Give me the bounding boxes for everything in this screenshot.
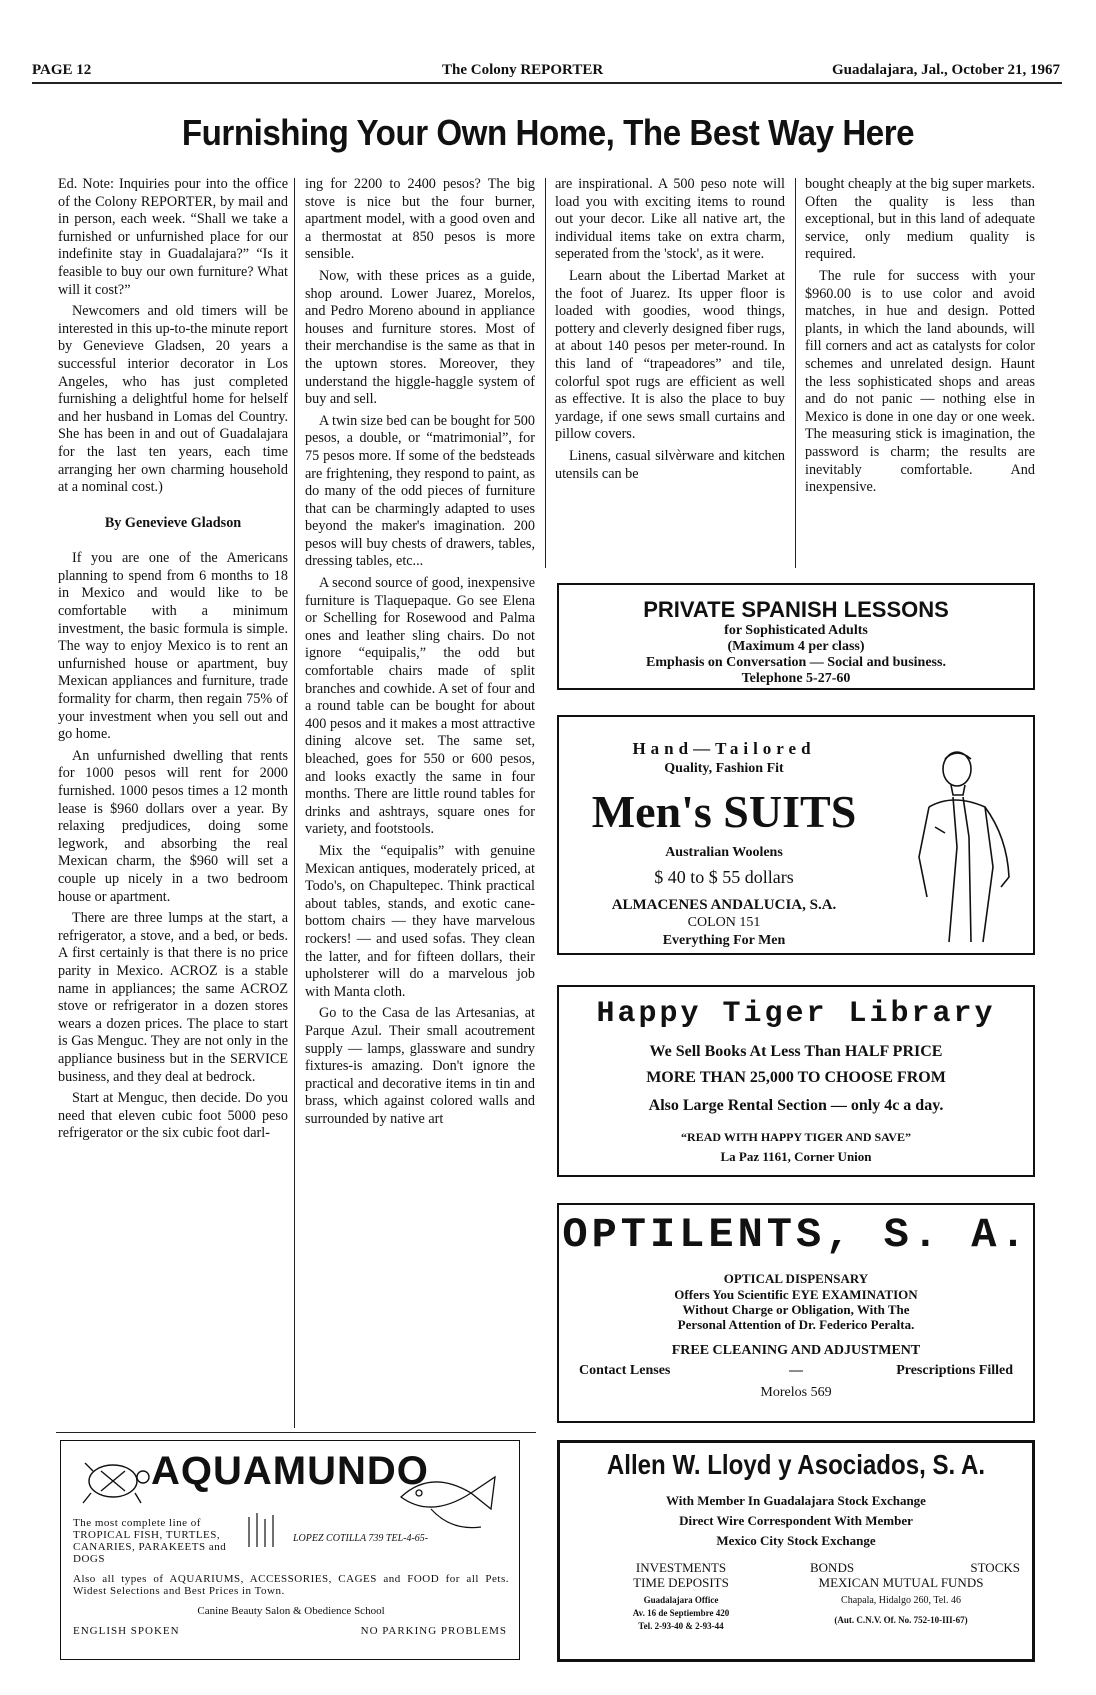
header-rule xyxy=(32,82,1062,84)
paragraph: Go to the Casa de las Artesanias, at Parque Azul. Their small acoutrement supply — lamps, glassware and sundry fixtures-is amazing. Don't ignore the practical and decorative items in tin and brass, which against colored walls and surrounded by native art xyxy=(305,1005,535,1127)
ad-slogan: “READ WITH HAPPY TIGER AND SAVE” xyxy=(681,1130,911,1144)
ad-line: BONDS xyxy=(810,1560,855,1575)
paragraph: An unfurnished dwelling that rents for 1000 pesos will rent for 2000 furnished. 1000 pesos times a 12 month lease is $960 dollars over a year. By relaxing predjudices, doing some legwork, and absorbing the real Mexican charm, the $960 will set a couple up nicely in a two bedroom house or apartment. xyxy=(58,747,288,905)
ad-line: Everything For Men xyxy=(662,933,786,948)
ad-line: for Sophisticated Adults xyxy=(724,623,868,638)
ad-title: PRIVATE SPANISH LESSONS xyxy=(643,597,949,622)
ad-line: We Sell Books At Less Than HALF PRICE xyxy=(649,1043,943,1060)
editors-note: Ed. Note: Inquiries pour into the office of the Colony REPORTER, by mail and in person, each week. “Shall we take a furnished or unfurnished place for our indefinite stay in Guadalajara?” “Is it feasible to buy our own furniture? What will it cost?” xyxy=(58,176,288,298)
paragraph: Linens, casual silvèrware and kitchen utensils can be xyxy=(555,447,785,482)
ad-allen-lloyd xyxy=(557,1440,1035,1662)
paragraph: There are three lumps at the start, a refrigerator, a stove, and a bed, or beds. A first certainly is that there is no price parity in Mexico. ACROZ is a stable name in appliances; the same ACROZ stove or refrigerator in a dozen stores wears a dozen prices. The place to start is Gas Menguc. They are not only in the appliance business but in the SERVICE business, and they deal at bedrock. xyxy=(58,910,288,1085)
ad-line: Hand—Tailored xyxy=(632,739,816,758)
fish-illustration-icon xyxy=(391,1457,511,1543)
ad-line: Quality, Fashion Fit xyxy=(664,761,784,776)
ad-line: Chapala, Hidalgo 260, Tel. 46 xyxy=(841,1595,961,1606)
ad-address: La Paz 1161, Corner Union xyxy=(720,1149,872,1164)
ad-title: Happy Tiger Library xyxy=(596,997,996,1031)
paragraph: are inspirational. A 500 peso note will load you with exciting items to round out your decor. Like all native art, the individual items take on extra charm, seperated from the 'stock', as it were. xyxy=(555,176,785,263)
ad-aquamundo xyxy=(60,1440,520,1660)
ad-line: Australian Woolens xyxy=(665,845,783,860)
ad-line: Offers You Scientific EYE EXAMINATION xyxy=(674,1287,918,1302)
ad-line: OPTICAL DISPENSARY xyxy=(723,1271,869,1286)
ad-spanish-lessons xyxy=(557,583,1035,690)
paragraph: If you are one of the Americans planning to spend from 6 months to 18 in Mexico and would like to be comfortable with a minimum investment, the basic formula is simple. The way to enjoy Mexico is to rent an unfurnished house or apartment, buy Mexican appliances and furniture, trade formality for charm, then regain 75% of your investment when you sell out and go home. xyxy=(58,550,288,743)
ad-address: LOPEZ COTILLA 739 TEL-4-65- xyxy=(293,1533,429,1544)
ad-line: Emphasis on Conversation — Social and business. xyxy=(646,655,946,670)
ad-line: MEXICAN MUTUAL FUNDS xyxy=(818,1575,984,1590)
paragraph: Mix the “equipalis” with genuine Mexican antiques, moderately priced, at Todo's, on Chapultepec. Think practical about tables, stands, and exotic cane-bottom chairs — they have marvelous rockers! — and used sofas. They clean the latter, and for fifteen dollars, their upholsterer will do a marvelous job with Manta cloth. xyxy=(305,842,535,1000)
headline: Furnishing Your Own Home, The Best Way Here xyxy=(181,112,915,153)
ad-line: Contact Lenses xyxy=(579,1363,671,1378)
article-column-1 xyxy=(58,176,288,1147)
ad-line: Personal Attention of Dr. Federico Peralta. xyxy=(677,1317,915,1332)
ad-line: Canine Beauty Salon & Obedience School xyxy=(197,1605,385,1617)
ad-mens-suits xyxy=(557,715,1035,955)
ad-store: ALMACENES ANDALUCIA, S.A. xyxy=(611,897,837,913)
ad-line: (Aut. C.N.V. Of. No. 752-10-III-67) xyxy=(834,1615,968,1625)
ad-line: The most complete line of TROPICAL FISH, TURTLES, CANARIES, PARAKEETS and DOGS xyxy=(73,1517,227,1565)
column-rule xyxy=(795,178,796,568)
ad-line: Also all types of AQUARIUMS, ACCESSORIES, CAGES and FOOD for all Pets. Widest Selections and Best Prices in Town. xyxy=(73,1573,509,1597)
aquarium-plant-icon xyxy=(243,1509,283,1549)
ad-happy-tiger-library xyxy=(557,985,1035,1177)
ad-line: Mexico City Stock Exchange xyxy=(716,1533,876,1548)
ad-line: Prescriptions Filled xyxy=(896,1363,1013,1378)
ad-title: Men's SUITS xyxy=(591,786,857,837)
ad-address: Morelos 569 xyxy=(760,1385,832,1400)
column-rule xyxy=(545,178,546,568)
section-rule xyxy=(56,1432,536,1433)
ad-address: COLON 151 xyxy=(687,915,761,930)
ad-line: (Maximum 4 per class) xyxy=(727,639,865,654)
ad-line: STOCKS xyxy=(970,1560,1020,1575)
paragraph: Newcomers and old timers will be interested in this up-to-the minute report by Genevieve Gladsen, 20 years a successful interior decorator in Los Angeles, who has just completed furnishing a delightful home for helself and her husband in Lomas del Country. She has been in and out of Guadalajara for the last ten years, each time arranging her own charming household at a nominal cost.) xyxy=(58,303,288,496)
ad-line: Guadalajara Office xyxy=(643,1595,719,1605)
paragraph: The rule for success with your $960.00 is to use color and avoid matches, in hue and design. Potted plants, in which the land abounds, will fill corners and act as catalysts for color schemes and unrelated design. Haunt the less sophisticated shops and areas and do not panic — nothing else in Mexico is done in one day or one week. The measuring stick is imagination, the password is charm; the results are inevitably comfortable. And inexpensive. xyxy=(805,267,1035,496)
article-column-3 xyxy=(555,176,785,487)
ad-line: NO PARKING PROBLEMS xyxy=(360,1625,507,1637)
byline: By Genevieve Gladson xyxy=(104,514,242,531)
ad-title: OPTILENTS, S. A. xyxy=(562,1211,1030,1259)
ad-line: Direct Wire Correspondent With Member xyxy=(679,1513,913,1528)
ad-line: MORE THAN 25,000 TO CHOOSE FROM xyxy=(646,1069,946,1086)
ad-price: $ 40 to $ 55 dollars xyxy=(654,867,794,887)
article-column-4 xyxy=(805,176,1035,501)
ad-line: ENGLISH SPOKEN xyxy=(73,1625,180,1637)
paragraph: A twin size bed can be bought for 500 pesos, a double, or “matrimonial”, for 75 pesos more. If some of the bedsteads are frightening, they respond to paint, as do many of the odd pieces of furniture that can be charmingly adapted to uses beyond the maker's imagination. 200 pesos will buy chests of drawers, tables, dressing tables, etc... xyxy=(305,412,535,570)
paragraph: A second source of good, inexpensive furniture is Tlaquepaque. Go see Elena or Schelling for Rosewood and Palma ones and leather sling chairs. Do not ignore “equipalis,” the odd but comfortable chairs made of split branches and cowhide. A set of four and a round table can be bought for about 400 pesos and it makes a most attractive dining alcove set. The same set, bleached, goes for 550 or 600 pesos, and looks exactly the same in four months. There are little round tables for drinks and ashtrays, square ones for variety, and footstools. xyxy=(305,575,535,838)
paragraph: Learn about the Libertad Market at the foot of Juarez. Its upper floor is loaded with goodies, wood things, pottery and cleverly designed fiber rugs, at about 140 pesos per meter-round. In this land of “trapeadores” and tile, colorful spot rugs are efficient as well as effective. It is also the place to buy yardage, if one sews small curtains and pillow covers. xyxy=(555,267,785,443)
man-in-suit-illustration xyxy=(909,737,1019,947)
turtle-icon xyxy=(73,1447,153,1511)
ad-title: AQUAMUNDO xyxy=(151,1449,429,1493)
ad-line: With Member In Guadalajara Stock Exchange xyxy=(666,1493,926,1508)
ad-title: Allen W. Lloyd y Asociados, S. A. xyxy=(606,1449,986,1480)
newspaper-name: The Colony REPORTER xyxy=(442,62,604,78)
page-number: PAGE 12 xyxy=(32,62,92,78)
ad-line: Telephone 5-27-60 xyxy=(741,671,851,686)
ad-line: Tel. 2-93-40 & 2-93-44 xyxy=(638,1621,724,1631)
paragraph: Now, with these prices as a guide, shop around. Lower Juarez, Morelos, and Pedro Moreno abound in appliance houses and furniture stores. Most of their merchandise is the same as that in the uptown stores. Moreover, they understand the higgle-haggle system of buy and sell. xyxy=(305,267,535,408)
ad-line: Av. 16 de Septiembre 420 xyxy=(632,1608,730,1618)
paragraph: bought cheaply at the big super markets. Often the quality is less than exceptional, but in this land of adequate service, only medium quality is required. xyxy=(805,176,1035,263)
ad-optilents xyxy=(557,1203,1035,1423)
column-rule xyxy=(294,178,295,1428)
ad-line: INVESTMENTS xyxy=(635,1560,727,1575)
ad-line: Without Charge or Obligation, With The xyxy=(682,1302,910,1317)
paragraph: ing for 2200 to 2400 pesos? The big stove is nice but the four burner, apartment model, with a good oven and a thermostat at 850 pesos is more sensible. xyxy=(305,176,535,263)
ad-line: TIME DEPOSITS xyxy=(633,1575,729,1590)
dateline: Guadalajara, Jal., October 21, 1967 xyxy=(831,62,1060,78)
ad-line: — xyxy=(789,1363,803,1378)
ad-line: FREE CLEANING AND ADJUSTMENT xyxy=(671,1343,921,1358)
ad-line: Also Large Rental Section — only 4c a day. xyxy=(648,1097,944,1114)
paragraph: Start at Menguc, then decide. Do you need that eleven cubic foot 5000 peso refrigerator or the six cubic foot darl- xyxy=(58,1090,288,1142)
article-column-2 xyxy=(305,176,535,1132)
